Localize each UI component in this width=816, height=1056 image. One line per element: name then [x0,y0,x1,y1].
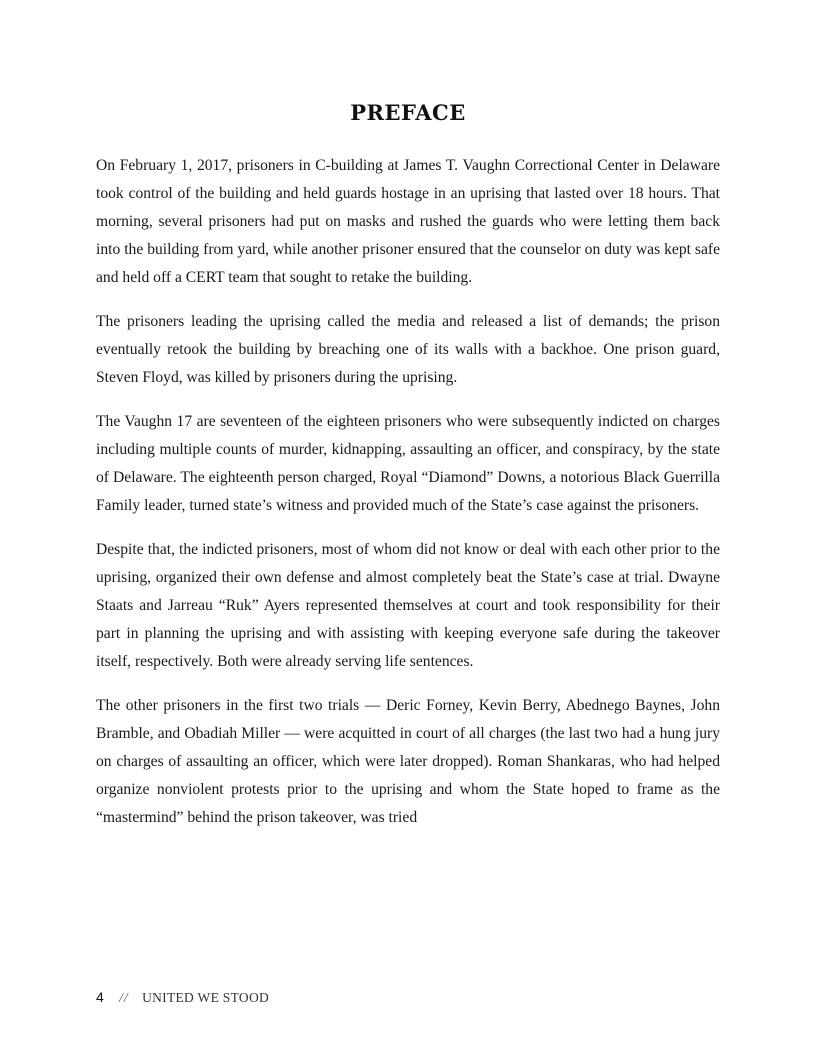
paragraph-1: On February 1, 2017, prisoners in C-building at James T. Vaughn Correctional Center in Delaware took control of the building and held guards hostage in an uprising that lasted over 18 hours. That morning, several prisoners had put on masks and rushed the guards who were letting them back into the building from yard, while another prisoner ensured that the counselor on duty was kept safe and held off a CERT team that sought to retake the building. [96,157,720,286]
page-footer [96,989,269,1006]
footer-separator: // [119,990,129,1005]
paragraph-5: The other prisoners in the first two trials — Deric Forney, Kevin Berry, Abednego Baynes, John Bramble, and Obadiah Miller — were acquitted in court of all charges (the last two had a hung jury on charges of assaulting an officer, which were later dropped). Roman Shankaras, who had helped organize nonviolent protests prior to the uprising and whom the State hoped to frame as the “mastermind” behind the prison takeover, was tried [96,697,720,826]
page-number: 4 [96,989,104,1005]
paragraph-3: The Vaughn 17 are seventeen of the eighteen prisoners who were subsequently indicted on charges including multiple counts of murder, kidnapping, assaulting an officer, and conspiracy, by the state of Delaware. The eighteenth person charged, Royal “Diamond” Downs, a notorious Black Guerrilla Family leader, turned state’s witness and provided much of the State’s case against the prisoners. [96,413,720,514]
running-title: UNITED WE STOOD [142,990,270,1005]
body-text [96,152,720,848]
paragraph-4: Despite that, the indicted prisoners, most of whom did not know or deal with each other prior to the uprising, organized their own defense and almost completely beat the State’s case at trial. Dwayne Staats and Jarreau “Ruk” Ayers represented themselves at court and took responsibility for their part in planning the uprising and with assisting with keeping everyone safe during the takeover itself, respectively. Both were already serving life sentences. [96,541,720,670]
paragraph-2: The prisoners leading the uprising called the media and released a list of demands; the prison eventually retook the building by breaching one of its walls with a backhoe. One prison guard, Steven Floyd, was killed by prisoners during the uprising. [96,313,720,386]
page-title: PREFACE [350,100,466,125]
